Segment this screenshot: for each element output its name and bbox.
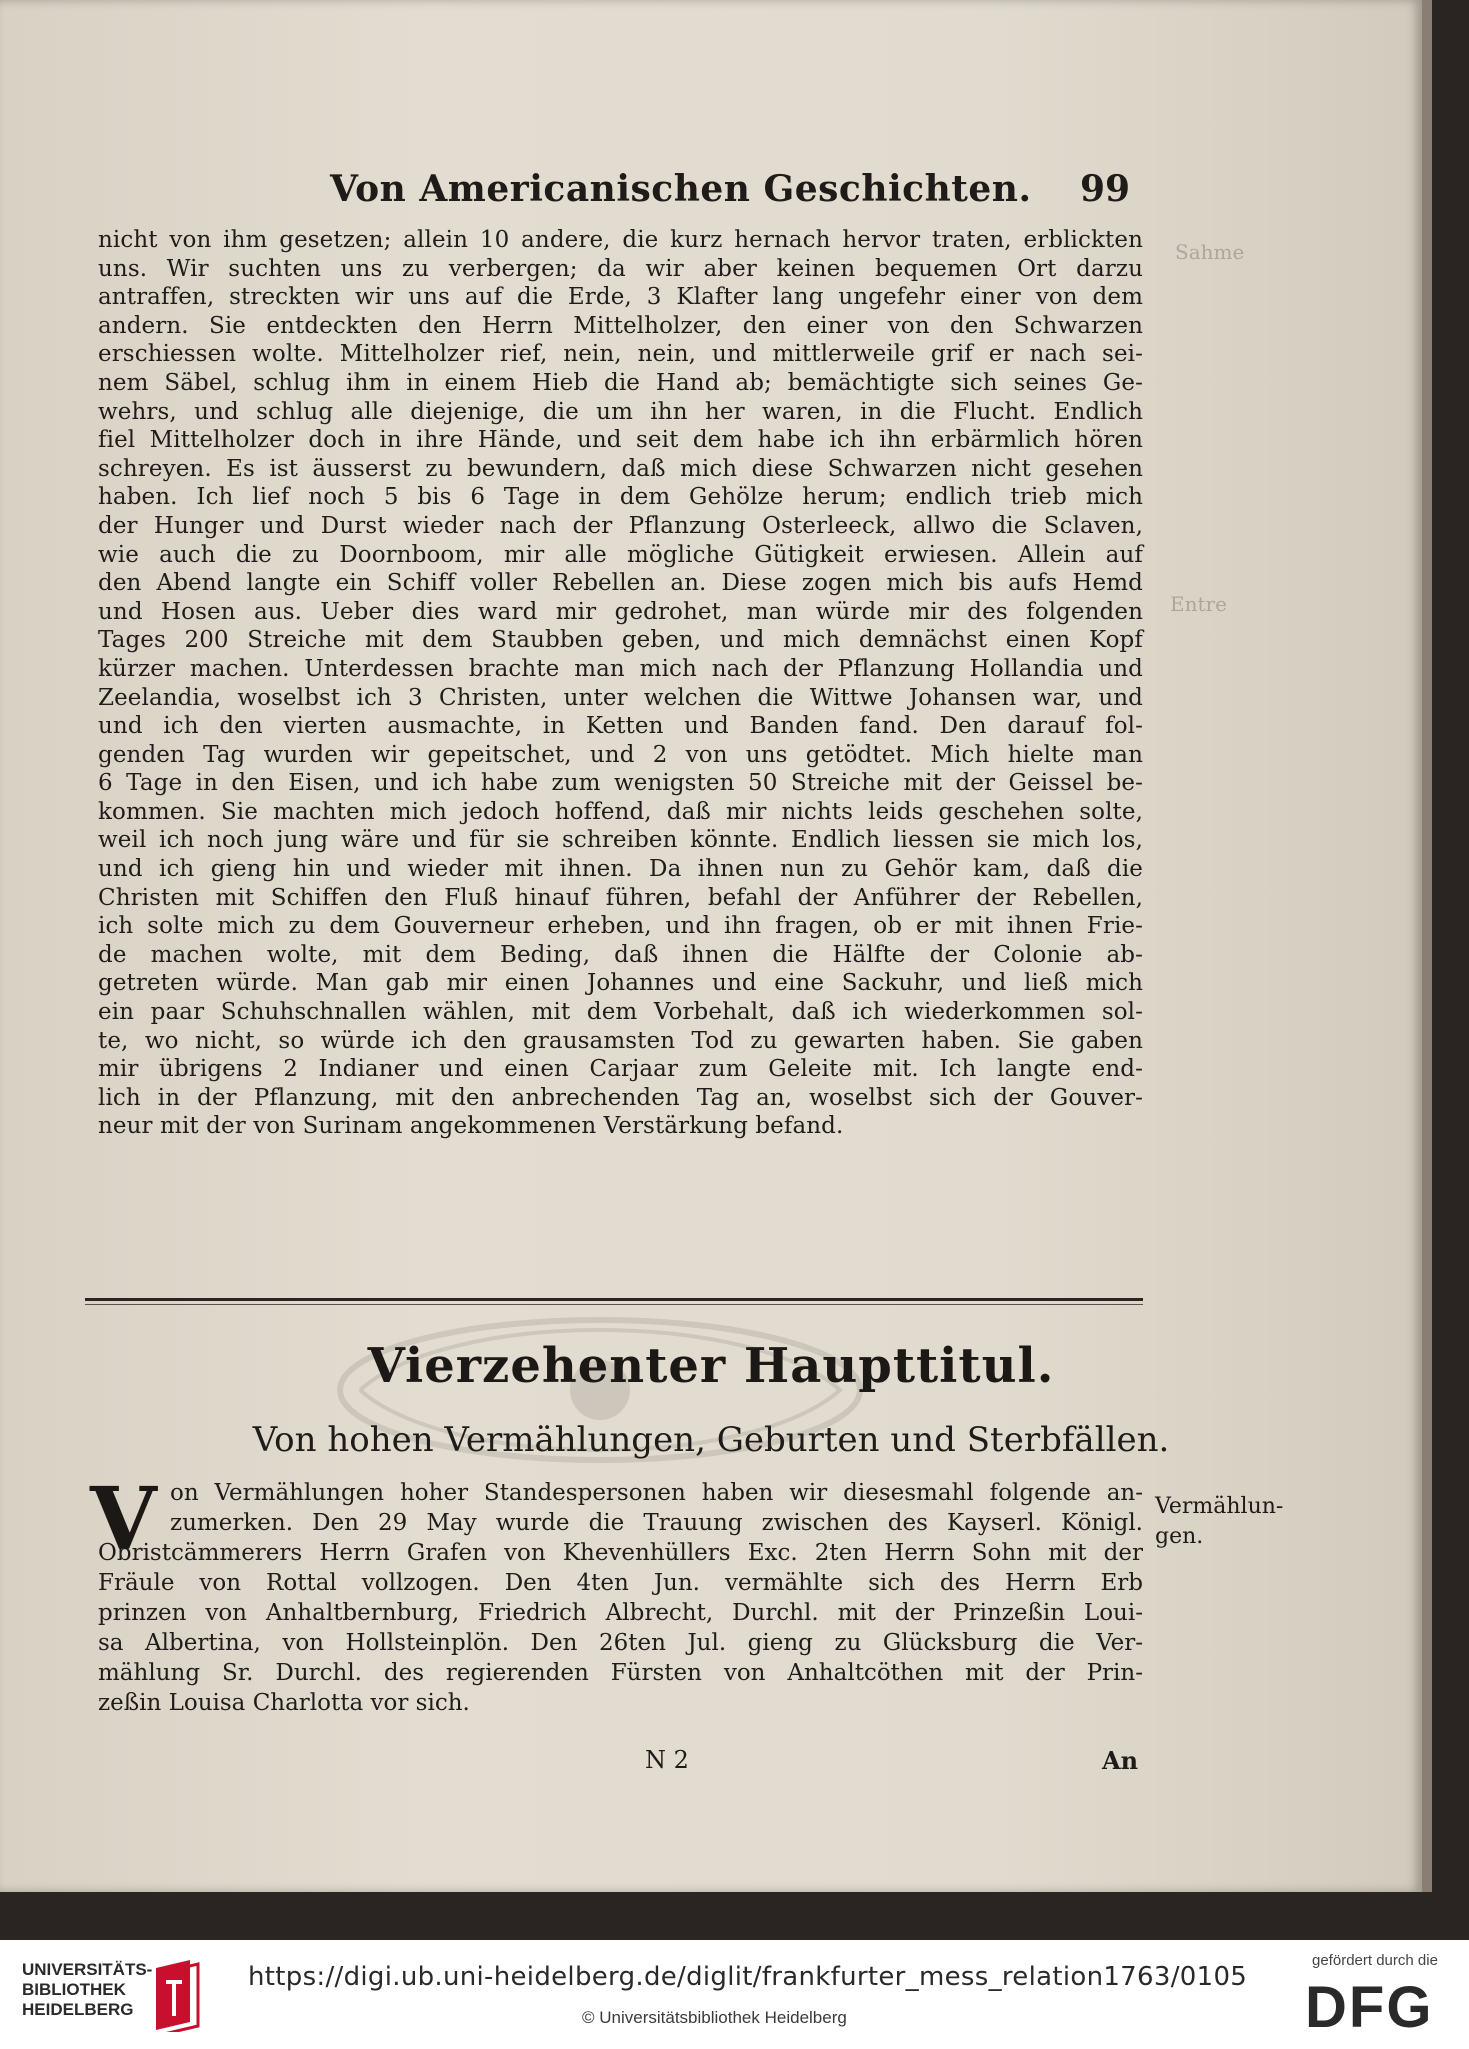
permalink-url[interactable]: https://digi.ub.uni-heidelberg.de/diglit/frankfurter_mess_relation1763/0105 <box>248 1962 1248 1992</box>
margin-ghost-1: Sahme <box>1175 240 1245 264</box>
text-line: genden Tag wurden wir gepeitschet, und 2 von uns getödtet. Mich hielte man <box>98 741 1143 768</box>
page-number: 99 <box>1080 168 1131 210</box>
margin-ghost-2: Entre <box>1170 592 1227 616</box>
text-line: wehrs, und schlug alle diejenige, die um ihn her waren, in die Flucht. Endlich <box>98 398 1143 425</box>
section-line: sa Albertina, von Hollsteinplön. Den 26ten Jul. gieng zu Glücksburg die Ver- <box>98 1630 1143 1656</box>
text-line: und Hosen aus. Ueber dies ward mir gedrohet, man würde mir des folgenden <box>98 598 1143 625</box>
viewer-footer <box>0 1940 1469 2049</box>
signature-mark: N 2 <box>645 1746 689 1774</box>
page-edge <box>1422 0 1432 1892</box>
text-line: nem Säbel, schlug ihm in einem Hieb die Hand ab; bemächtigte sich seines Ge- <box>98 369 1143 396</box>
text-line: mir übrigens 2 Indianer und einen Carjaar zum Geleite mit. Ich langte end- <box>98 1056 1143 1083</box>
drop-cap: V <box>90 1469 157 1570</box>
section-line: mählung Sr. Durchl. des regierenden Fürsten von Anhaltcöthen mit der Prin- <box>98 1660 1143 1686</box>
text-line: ich solte mich zu dem Gouverneur erheben, und ihn fragen, ob er mit ihnen Frie- <box>98 913 1143 940</box>
text-line: schreyen. Es ist äusserst zu bewundern, daß mich diese Schwarzen nicht gesehen <box>98 455 1143 482</box>
text-line: de machen wolte, mit dem Beding, daß ihnen die Hälfte der Colonie ab- <box>98 941 1143 968</box>
margin-note-line-2: gen. <box>1155 1524 1204 1549</box>
text-line: Tages 200 Streiche mit dem Staubben geben, und mich demnächst einen Kopf <box>98 627 1143 654</box>
text-line: andern. Sie entdeckten den Herrn Mittelholzer, den einer von den Schwarzen <box>98 312 1143 339</box>
text-line: den Abend langte ein Schiff voller Rebellen an. Diese zogen mich bis aufs Hemd <box>98 570 1143 597</box>
ub-heidelberg-logo-icon <box>150 1958 204 2032</box>
chapter-subtitle: Von hohen Vermählungen, Geburten und Sterbfällen. <box>252 1420 1170 1460</box>
section-line: Obristcämmerers Herrn Grafen von Khevenhüllers Exc. 2ten Herrn Sohn mit der <box>98 1540 1143 1566</box>
text-line: Christen mit Schiffen den Fluß hinauf führen, befahl der Anführer der Rebellen, <box>98 884 1143 911</box>
text-line: Zeelandia, woselbst ich 3 Christen, unter welchen die Wittwe Johansen war, und <box>98 684 1143 711</box>
text-line: uns. Wir suchten uns zu verbergen; da wir aber keinen bequemen Ort darzu <box>98 255 1143 282</box>
running-head: Von Americanischen Geschichten. <box>330 168 1032 210</box>
copyright-notice: © Universitätsbibliothek Heidelberg <box>582 2008 847 2027</box>
text-line: erschiessen wolte. Mittelholzer rief, nein, nein, und mittlerweile grif er nach sei- <box>98 341 1143 368</box>
chapter-title: Vierzehenter Haupttitul. <box>367 1338 1055 1394</box>
section-text <box>90 1469 1143 1718</box>
text-line: kommen. Sie machten mich jedoch hoffend, daß mir nichts leids geschehen solte, <box>98 798 1143 825</box>
text-line: 6 Tage in den Eisen, und ich habe zum wenigsten 50 Streiche mit der Geissel be- <box>98 770 1143 797</box>
text-line: antraffen, streckten wir uns auf die Erde, 3 Klafter lang ungefehr einer von dem <box>98 284 1143 311</box>
text-line: der Hunger und Durst wieder nach der Pflanzung Osterleeck, allwo die Sclaven, <box>98 512 1143 539</box>
section-line: zumerken. Den 29 May wurde die Trauung zwischen des Kayserl. Königl. <box>170 1510 1143 1536</box>
library-name-line-1: UNIVERSITÄTS- <box>22 1960 153 1979</box>
section-line: on Vermählungen hoher Standespersonen haben wir diesesmahl folgende an- <box>170 1480 1143 1506</box>
text-line: lich in der Pflanzung, mit den anbrechenden Tag an, woselbst sich der Gouver- <box>98 1084 1143 1111</box>
margin-note-line-1: Vermählun- <box>1155 1494 1284 1519</box>
text-line: und ich den vierten ausmachte, in Ketten und Banden fand. Den darauf fol- <box>98 713 1143 740</box>
catchword: An <box>1102 1746 1139 1775</box>
funding-label: gefördert durch die <box>1312 1952 1438 1969</box>
text-line: weil ich noch jung wäre und für sie schreiben könnte. Endlich liessen sie mich los, <box>98 827 1143 854</box>
dfg-logo: DFG <box>1305 1975 1434 2040</box>
section-line: zeßin Louisa Charlotta vor sich. <box>98 1690 470 1716</box>
text-line: getreten würde. Man gab mir einen Johannes und eine Sackuhr, und ließ mich <box>98 970 1143 997</box>
library-name-line-2: BIBLIOTHEK <box>22 1980 126 1999</box>
text-line: und ich gieng hin und wieder mit ihnen. Da ihnen nun zu Gehör kam, daß die <box>98 856 1143 883</box>
library-name-line-3: HEIDELBERG <box>22 2000 134 2019</box>
text-line: te, wo nicht, so würde ich den grausamsten Tod zu gewarten haben. Sie gaben <box>98 1027 1143 1054</box>
body-text <box>98 226 1143 1141</box>
text-line: kürzer machen. Unterdessen brachte man mich nach der Pflanzung Hollandia und <box>98 655 1143 682</box>
section-line: Fräule von Rottal vollzogen. Den 4ten Jun. vermählte sich des Herrn Erb <box>98 1570 1143 1596</box>
text-line: wie auch die zu Doornboom, mir alle mögliche Gütigkeit erwiesen. Allein auf <box>98 541 1143 568</box>
text-line: haben. Ich lief noch 5 bis 6 Tage in dem Gehölze herum; endlich trieb mich <box>98 484 1143 511</box>
margin-note <box>1155 1492 1283 1552</box>
section-line: prinzen von Anhaltbernburg, Friedrich Albrecht, Durchl. mit der Prinzeßin Loui- <box>98 1600 1143 1626</box>
text-line: ein paar Schuhschnallen wählen, mit dem Vorbehalt, daß ich wiederkommen sol- <box>98 999 1143 1026</box>
text-line: fiel Mittelholzer doch in ihre Hände, und seit dem habe ich ihn erbärmlich hören <box>98 427 1143 454</box>
library-name <box>22 1960 152 2020</box>
text-line: nicht von ihm gesetzen; allein 10 andere, die kurz hernach hervor traten, erblickten <box>98 227 1143 253</box>
text-line: neur mit der von Surinam angekommenen Verstärkung befand. <box>98 1113 844 1140</box>
